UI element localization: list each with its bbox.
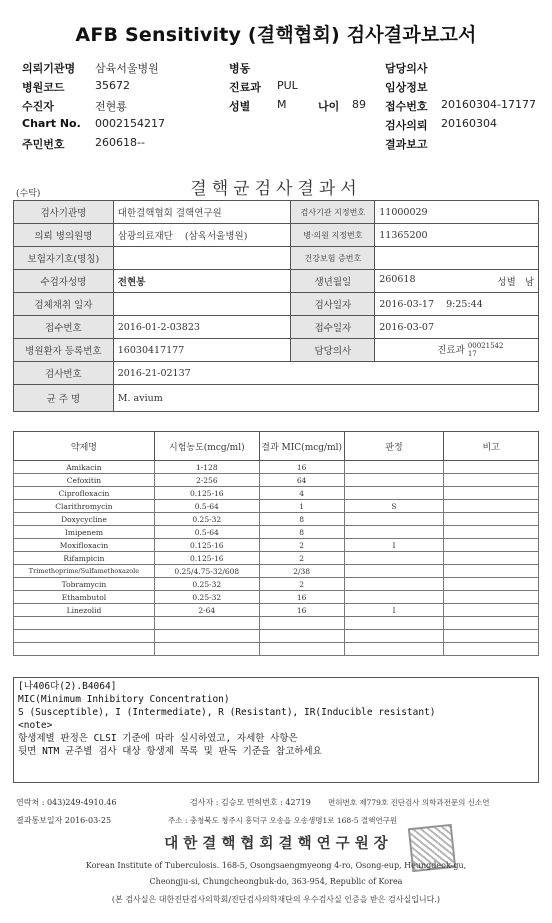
- hospcode-label: 병원코드: [22, 81, 65, 94]
- cell-remark: [444, 526, 539, 539]
- cell-interpretation: [344, 552, 444, 565]
- req-inst-label: 의뢰 병의원명: [14, 224, 114, 247]
- cell-drug: Tobramycin: [14, 578, 155, 591]
- cell-drug: Cefoxitin: [14, 474, 155, 487]
- antibiotic-row: [14, 617, 539, 630]
- dept-label: 진료과: [229, 81, 261, 94]
- cell-drug: [14, 617, 155, 630]
- footer-license: 면허번호 제779호 진단검사 의학과전문의 신소연: [328, 798, 490, 807]
- institution-label: 의뢰기관명: [22, 62, 76, 75]
- cell-conc: 0.5-64: [154, 500, 259, 513]
- doctor-label: 담당의사: [385, 62, 428, 75]
- organism-label: 균 주 명: [14, 385, 114, 412]
- accno-value: 20160304-17177: [441, 98, 536, 111]
- cell-drug: Clarithromycin: [14, 500, 155, 513]
- req-inst-sub: (삼육서울병원): [184, 231, 248, 242]
- cell-remark: [444, 643, 539, 656]
- cell-interpretation: [344, 487, 444, 500]
- cell-conc: 0.25-32: [154, 578, 259, 591]
- antibiotic-row: [14, 565, 539, 578]
- footer-address-kr: 주소 : 충청북도 청주시 흥덕구 오송읍 오송생명1로 168-5 결핵연구원: [168, 816, 398, 825]
- cell-conc: 2-256: [154, 474, 259, 487]
- test-no-value: 2016-21-02137: [113, 362, 538, 385]
- cell-remark: [444, 591, 539, 604]
- cell-interpretation: [344, 513, 444, 526]
- cell-mic: 16: [259, 461, 344, 474]
- cell-remark: [444, 539, 539, 552]
- ward-label: 병동: [229, 62, 251, 75]
- att-label: 담당의사: [291, 339, 375, 362]
- antibiotic-row: [14, 578, 539, 591]
- dept-value: PUL: [277, 79, 298, 92]
- dob-value: 260618: [379, 274, 416, 285]
- patient-value: 전현봉: [113, 270, 291, 293]
- collect-label: 검체채취 일자: [14, 293, 114, 316]
- dept-cell: [375, 339, 539, 362]
- hospcode-value: 35672: [95, 79, 130, 92]
- antibiotic-row: [14, 604, 539, 617]
- cell-mic: 8: [259, 513, 344, 526]
- notes-text-1: 항생제별 판정은 CLSI 기준에 따라 실시하였고, 자세한 사항은: [18, 733, 298, 744]
- sex-cell: [497, 274, 534, 288]
- pat-reg-label: 병원환자 등록번호: [14, 339, 114, 362]
- cell-mic: 1: [259, 500, 344, 513]
- resident-label: 주민번호: [22, 138, 65, 151]
- inst-label: 검사기관명: [14, 201, 114, 224]
- antibiotic-row: [14, 552, 539, 565]
- col-conc: 시험농도(mcg/ml): [154, 432, 259, 461]
- cell-mic: 64: [259, 474, 344, 487]
- receiver-value: 전현룡: [95, 100, 127, 113]
- notes-legend: S (Susceptible), I (Intermediate), R (Resistant), IR(Inducible resistant): [18, 707, 436, 718]
- cell-interpretation: S: [344, 500, 444, 513]
- col-interpretation: 판정: [344, 432, 444, 461]
- footer-phone: 연락처 : 043)249-4910.46: [16, 798, 117, 807]
- accno-label: 접수번호: [385, 100, 428, 113]
- cell-remark: [444, 474, 539, 487]
- chart-label: Chart No.: [22, 117, 81, 130]
- cell-remark: [444, 617, 539, 630]
- req-inst-cell: [113, 224, 291, 247]
- dept-label-2: 진료과: [437, 344, 465, 356]
- cell-remark: [444, 630, 539, 643]
- institution-value: 삼육서울병원: [95, 62, 159, 75]
- chart-value: 0002154217: [95, 117, 165, 130]
- organism-value: M. avium: [113, 385, 538, 412]
- cell-interpretation: [344, 474, 444, 487]
- test-date-value: 2016-03-17: [379, 298, 435, 310]
- antibiotic-row: [14, 513, 539, 526]
- cell-conc: 0.25-32: [154, 513, 259, 526]
- cell-conc: 0.125-16: [154, 487, 259, 500]
- patient-label: 수검자성명: [14, 270, 114, 293]
- health-no-label: 건강보험 증번호: [291, 247, 375, 270]
- cell-conc: [154, 617, 259, 630]
- test-date-label: 검사일자: [291, 293, 375, 316]
- cell-mic: [259, 643, 344, 656]
- antibiotic-row: [14, 474, 539, 487]
- sex-label-2: 성별: [497, 277, 516, 288]
- collect-value: [113, 293, 291, 316]
- insurance-value: [113, 247, 291, 270]
- cell-remark: [444, 604, 539, 617]
- cell-drug: Ethambutol: [14, 591, 155, 604]
- cell-drug: Rifampicin: [14, 552, 155, 565]
- notes-box: [13, 677, 539, 783]
- cell-drug: Moxifloxacin: [14, 539, 155, 552]
- cell-drug: Amikacin: [14, 461, 155, 474]
- cell-mic: 2: [259, 539, 344, 552]
- test-no-label: 검사번호: [14, 362, 114, 385]
- cell-conc: 0.25/4.75-32/608: [154, 565, 259, 578]
- test-time-value: 9:25:44: [446, 298, 483, 310]
- cell-conc: 2-64: [154, 604, 259, 617]
- antibiotic-header-row: [14, 432, 539, 461]
- antibiotic-table: [13, 431, 539, 656]
- cell-interpretation: I: [344, 539, 444, 552]
- footer-tester: 검사자 : 김승모 면허번호 : 42719: [190, 798, 311, 807]
- age-label: 나이: [318, 100, 340, 113]
- footer-addr-en-1: Korean Institute of Tuberculosis. 168-5, Osongsaengmyeong 4-ro, Osong-eup, Heungdeok-gu,: [85, 861, 467, 870]
- antibiotic-row: [14, 526, 539, 539]
- req-value: 20160304: [441, 117, 497, 130]
- cell-conc: 1-128: [154, 461, 259, 474]
- cell-interpretation: [344, 630, 444, 643]
- clinical-label: 임상정보: [385, 81, 428, 94]
- cell-conc: 0.25-32: [154, 591, 259, 604]
- inst-no-label: 검사기관 지정번호: [291, 201, 375, 224]
- cell-interpretation: [344, 461, 444, 474]
- notes-heading: <note>: [18, 720, 53, 731]
- antibiotic-row: [14, 487, 539, 500]
- cell-remark: [444, 461, 539, 474]
- notes-mic: MIC(Minimum Inhibitory Concentration): [18, 694, 230, 705]
- cell-conc: 0.125-16: [154, 552, 259, 565]
- sex-label: 성별: [229, 100, 251, 113]
- footer-cert: (본 검사실은 대한진단검사의학회/진단검사의학재단의 우수검사실 인증을 받은 검사실입니다.): [111, 895, 441, 904]
- inst-value: 대한결핵협회 결핵연구원: [113, 201, 291, 224]
- col-mic: 결과 MIC(mcg/ml): [259, 432, 344, 461]
- health-no-value: [375, 247, 539, 270]
- notes-text-2: 뒷면 NTM 균주별 검사 대상 항생제 목록 및 판독 기준을 참고하세요: [18, 746, 322, 757]
- resident-value: 260618--: [95, 136, 145, 149]
- dob-label: 생년월일: [291, 270, 375, 293]
- dept-value-2: 00021542 17: [467, 342, 504, 359]
- cell-mic: 2: [259, 552, 344, 565]
- inst-no-value: 11000029: [375, 201, 539, 224]
- cell-mic: 2: [259, 578, 344, 591]
- footer-org: 대 한 결 핵 협 회 결 핵 연 구 원 장: [164, 835, 388, 852]
- receiver-label: 수진자: [22, 100, 54, 113]
- antibiotic-row: [14, 643, 539, 656]
- footer-report-date: 결과통보일자 2016-03-25: [16, 816, 112, 825]
- accept-date-label: 접수일자: [291, 316, 375, 339]
- cell-interpretation: [344, 526, 444, 539]
- col-drug: 약제명: [14, 432, 155, 461]
- accept-date-value: 2016-03-07: [375, 316, 539, 339]
- cell-interpretation: [344, 591, 444, 604]
- pat-reg-value: 16030417177: [113, 339, 291, 362]
- cell-mic: [259, 617, 344, 630]
- cell-interpretation: I: [344, 604, 444, 617]
- cell-drug: Linezolid: [14, 604, 155, 617]
- cell-mic: 4: [259, 487, 344, 500]
- sex-value: M: [277, 98, 287, 111]
- cell-drug: Imipenem: [14, 526, 155, 539]
- specimen-info-table: [13, 200, 539, 412]
- cell-conc: [154, 643, 259, 656]
- cell-remark: [444, 500, 539, 513]
- cell-remark: [444, 565, 539, 578]
- cell-remark: [444, 513, 539, 526]
- report-label: 결과보고: [385, 138, 428, 151]
- cell-remark: [444, 578, 539, 591]
- cell-mic: 16: [259, 591, 344, 604]
- cell-remark: [444, 552, 539, 565]
- test-date-cell: [375, 293, 539, 316]
- cell-drug: [14, 643, 155, 656]
- cell-conc: 0.125-16: [154, 539, 259, 552]
- age-value: 89: [352, 98, 366, 111]
- cell-drug: [14, 630, 155, 643]
- receipt-tag: (수탁): [16, 189, 41, 199]
- scan-report-title: 결핵균검사결과서: [190, 179, 362, 199]
- cell-remark: [444, 487, 539, 500]
- cell-interpretation: [344, 578, 444, 591]
- notes-code: [나406다(2).B4064]: [18, 681, 117, 692]
- sex-value-2: 남: [524, 277, 534, 288]
- hosp-no-value: 11365200: [375, 224, 539, 247]
- antibiotic-row: [14, 461, 539, 474]
- accept-no-value: 2016-01-2-03823: [113, 316, 291, 339]
- cell-interpretation: [344, 617, 444, 630]
- report-title: AFB Sensitivity (결핵협회) 검사결과보고서: [75, 24, 477, 46]
- footer-addr-en-2: Cheongju-si, Chungcheongbuk-do, 363-954, Republic of Korea: [149, 877, 403, 886]
- antibiotic-row: [14, 539, 539, 552]
- dob-cell: [375, 270, 539, 293]
- antibiotic-row: [14, 591, 539, 604]
- cell-conc: 0.5-64: [154, 526, 259, 539]
- cell-drug: Ciprofloxacin: [14, 487, 155, 500]
- cell-interpretation: [344, 565, 444, 578]
- cell-mic: 2/38: [259, 565, 344, 578]
- cell-drug: Trimethoprime/Sulfamethoxazole: [14, 565, 155, 578]
- cell-mic: 8: [259, 526, 344, 539]
- antibiotic-row: [14, 630, 539, 643]
- col-remark: 비고: [444, 432, 539, 461]
- cell-conc: [154, 630, 259, 643]
- insurance-label: 보험자기호(명칭): [14, 247, 114, 270]
- req-label: 검사의뢰: [385, 119, 428, 132]
- cell-interpretation: [344, 643, 444, 656]
- cell-mic: 16: [259, 604, 344, 617]
- hosp-no-label: 병·의원 지정번호: [291, 224, 375, 247]
- cell-drug: Doxycycline: [14, 513, 155, 526]
- antibiotic-row: [14, 500, 539, 513]
- req-inst-value: 삼광의료재단: [117, 231, 173, 242]
- accept-no-label: 접수번호: [14, 316, 114, 339]
- cell-mic: [259, 630, 344, 643]
